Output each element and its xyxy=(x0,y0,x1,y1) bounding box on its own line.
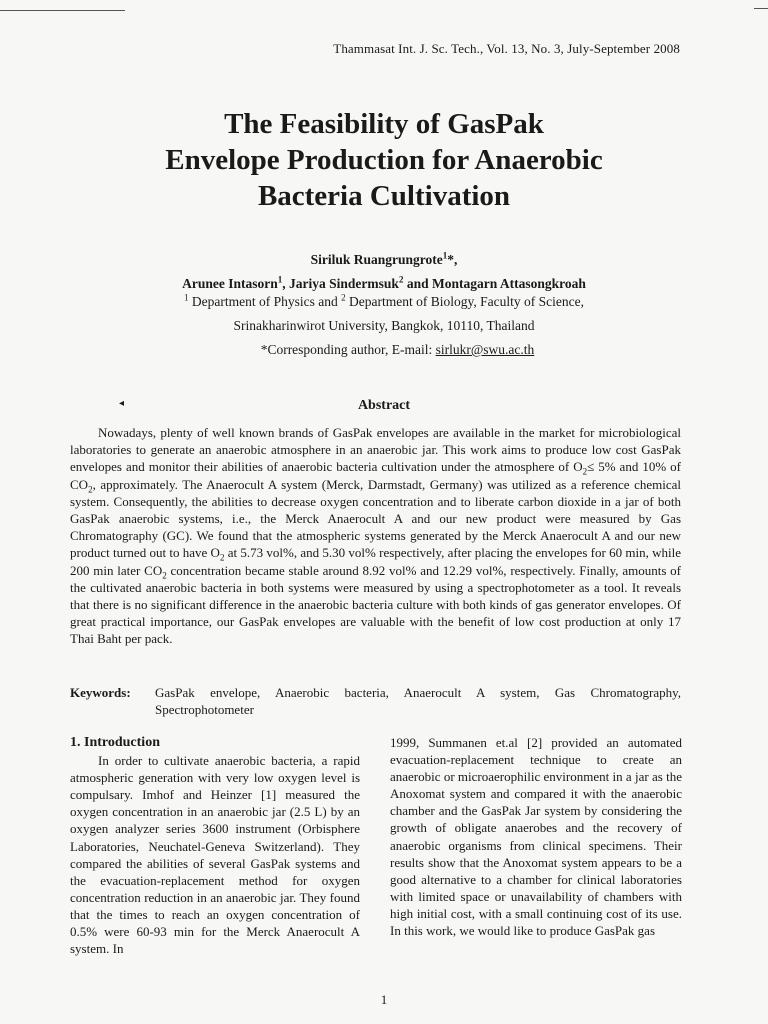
abstract-text: ≤ 5% and 10% of CO xyxy=(70,459,681,492)
abstract-text: , approximately. The Anaerocult A system (Merck, Darmstadt, Germany) was utilized as a reference chemical system. Consequently, the abilities to decrease oxygen concentration and to liberate carbon dioxide in a jar of both GasPak anaerobic systems, i.e., the Merck Anaerocult A and our new product were measured by Gas Chromatography (GC). We found that the atmospheric systems generated by the Merck Anaerocult A and our new product turned out to have O xyxy=(70,476,681,561)
author-list xyxy=(0,248,768,296)
author-line-1 xyxy=(0,248,768,272)
title-line: Bacteria Cultivation xyxy=(257,180,511,212)
page-number: 1 xyxy=(380,992,388,1007)
affiliation-mark: 1 xyxy=(277,274,283,285)
top-rule-left xyxy=(0,10,125,11)
author-name: Jariya Sindermsuk xyxy=(289,276,399,291)
intro-paragraph-left: In order to cultivate anaerobic bacteria, a rapid atmospheric generation with very low oxygen level is compulsary. Imhof and Heinzer [1] measured the oxygen concentration in an anaerobic jar (2.5 L) by an oxygen analyzer series 3600 instrument (Orbisphere Laboratories, Neuchatel-Geneva Switzerland). They compared the abilities of several GasPak systems and the evacuation-replacement method for oxygen concentration reduction in an anaerobic jar. They found that the times to reach an oxygen concentration of 0.5% were 60-93 min for the Merck Anaerocult A system. In xyxy=(70,753,360,957)
section-heading: 1. Introduction xyxy=(70,735,160,750)
abstract-body xyxy=(70,424,681,648)
title-line: The Feasibility of GasPak xyxy=(224,108,544,140)
department-physics: Department of Physics and xyxy=(191,294,338,309)
margin-mark: ◂ xyxy=(119,398,125,409)
author-name: Siriluk Ruangrungrote xyxy=(310,252,443,267)
affiliation-mark: 1 xyxy=(184,292,189,303)
title-line: Envelope Production for Anaerobic xyxy=(165,144,603,176)
column-left xyxy=(70,734,360,957)
keywords-section xyxy=(70,684,681,720)
corresponding-author xyxy=(0,338,768,362)
subscript: 2 xyxy=(88,484,93,495)
abstract-text: Nowadays, plenty of well known brands of GasPak envelopes are available in the market for microbiological laboratories to generate an anaerobic atmosphere in an anaerobic jar. This work aims to produce low cost GasPak envelopes and monitor their abilities of anaerobic bacteria cultivation under the atmosphere of O xyxy=(70,425,681,475)
abstract-heading: Abstract xyxy=(357,398,411,413)
affiliation-line-1 xyxy=(0,290,768,314)
affiliation-mark: 2 xyxy=(398,274,404,285)
subscript: 2 xyxy=(219,553,225,564)
affiliation-mark: 1 xyxy=(442,250,448,261)
abstract-text: concentration became stable around 8.92 vol% and 12.29 vol%, respectively. Finally, amounts of the cultivated anaerobic bacteria in both systems were measured by using a spectrophotometer as a tool. It reveals that there is no significant difference in the anaerobic bacteria culture with both kinds of gas generator envelopes. Of great practical importance, our GasPak envelopes are valuable with the benefit of low cost production at only 17 Thai Baht per pack. xyxy=(70,562,681,647)
journal-header: Thammasat Int. J. Sc. Tech., Vol. 13, No. 3, July-September 2008 xyxy=(333,41,680,56)
top-rule-right xyxy=(754,8,768,9)
subscript: 2 xyxy=(582,467,588,477)
paper-title xyxy=(0,106,768,214)
author-separator: , xyxy=(282,276,286,291)
affiliation-mark: 2 xyxy=(341,292,346,303)
intro-paragraph-right: 1999, Summanen et.al [2] provided an automated evacuation-replacement technique to create an anaerobic or microaerophilic environment in a jar as the Anoxomat system and compared it with the anaerobic chamber and the GasPak Jar system by considering the growth of obligate anaerobes and the recovery of anaerobic organisms from clinical specimens. Their results show that the Anoxomat system appears to be a good alternative to a chamber for clinical laboratories with limited space or unavailability of chambers with high initial cost, with a small continuing cost of its use. In this work, we would like to produce GasPak gas xyxy=(390,735,682,939)
department-biology: Department of Biology, Faculty of Science, xyxy=(349,294,584,309)
affiliation-line-2: Srinakharinwirot University, Bangkok, 10110, Thailand xyxy=(233,318,535,333)
keywords-label: Keywords: xyxy=(70,685,131,700)
author-name: Arunee Intasorn xyxy=(182,276,278,291)
email-link[interactable]: sirlukr@swu.ac.th xyxy=(435,342,535,357)
author-name: and Montagarn Attasongkroah xyxy=(406,276,586,291)
subscript: 2 xyxy=(162,570,167,581)
corresponding-label: *Corresponding author, E-mail: xyxy=(260,342,433,357)
abstract-text: at 5.73 vol%, and 5.30 vol% respectively, after placing the envelopes for 60 min, while 200 min later CO xyxy=(70,545,681,578)
affiliations xyxy=(0,290,768,362)
corresponding-mark: *, xyxy=(447,252,458,267)
keywords-text: GasPak envelope, Anaerobic bacteria, Anaerocult A system, Gas Chromatography, Spectrophotometer xyxy=(155,685,681,717)
column-right xyxy=(390,734,682,939)
